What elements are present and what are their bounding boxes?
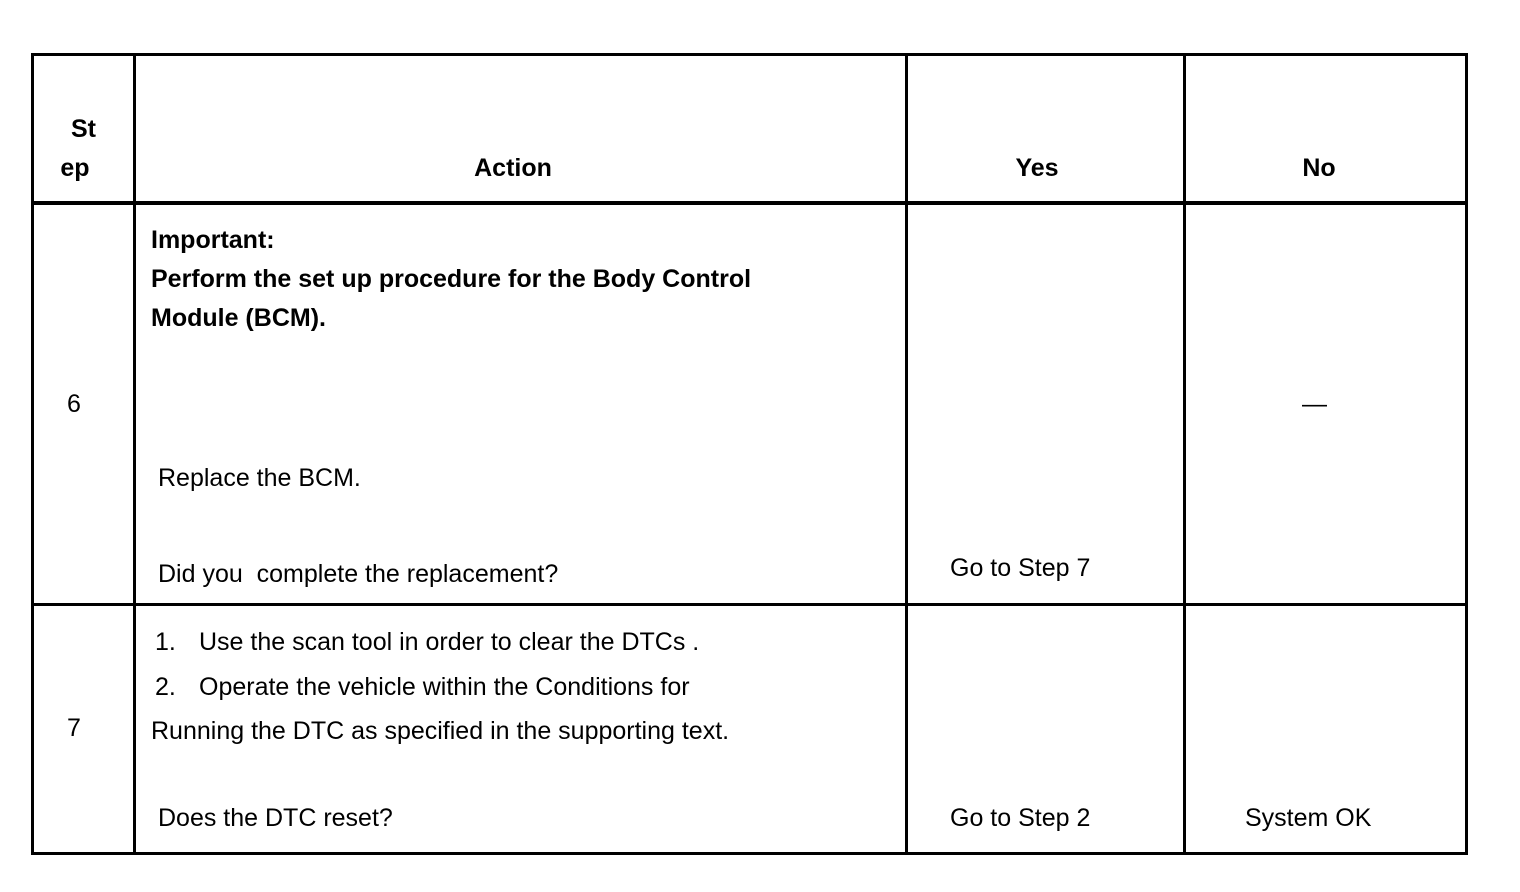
header-step-line1: St bbox=[71, 115, 96, 143]
important-text-line2: Module (BCM). bbox=[151, 304, 326, 332]
important-label: Important: bbox=[151, 226, 275, 254]
list-item-text: Use the scan tool in order to clear the DTCs . bbox=[199, 628, 700, 656]
header-action: Action bbox=[474, 154, 552, 182]
instruction-text: Replace the BCM. bbox=[158, 464, 361, 492]
header-yes: Yes bbox=[1015, 154, 1059, 182]
list-item-text: Operate the vehicle within the Conditions for bbox=[199, 673, 690, 701]
list-item-number: 1. bbox=[155, 628, 176, 656]
step-number: 7 bbox=[67, 714, 81, 742]
header-bottom-border bbox=[31, 201, 1468, 205]
row-6-bottom-border bbox=[31, 603, 1468, 606]
yes-result: Go to Step 2 bbox=[950, 804, 1091, 832]
header-step-line2: ep bbox=[60, 154, 90, 182]
question-text: Does the DTC reset? bbox=[158, 804, 393, 832]
no-result: System OK bbox=[1245, 804, 1372, 832]
important-text-line1: Perform the set up procedure for the Body Control bbox=[151, 265, 752, 293]
no-result: — bbox=[1302, 390, 1327, 418]
list-item-number: 2. bbox=[155, 673, 176, 701]
step-number: 6 bbox=[67, 390, 81, 418]
list-item-continuation: Running the DTC as specified in the supporting text. bbox=[151, 717, 730, 745]
header-no: No bbox=[1302, 154, 1336, 182]
table-right-border bbox=[1465, 53, 1468, 855]
table-bottom-border bbox=[31, 852, 1468, 855]
yes-result: Go to Step 7 bbox=[950, 554, 1091, 582]
question-text: Did you complete the replacement? bbox=[158, 560, 559, 588]
table-top-border bbox=[31, 53, 1468, 56]
